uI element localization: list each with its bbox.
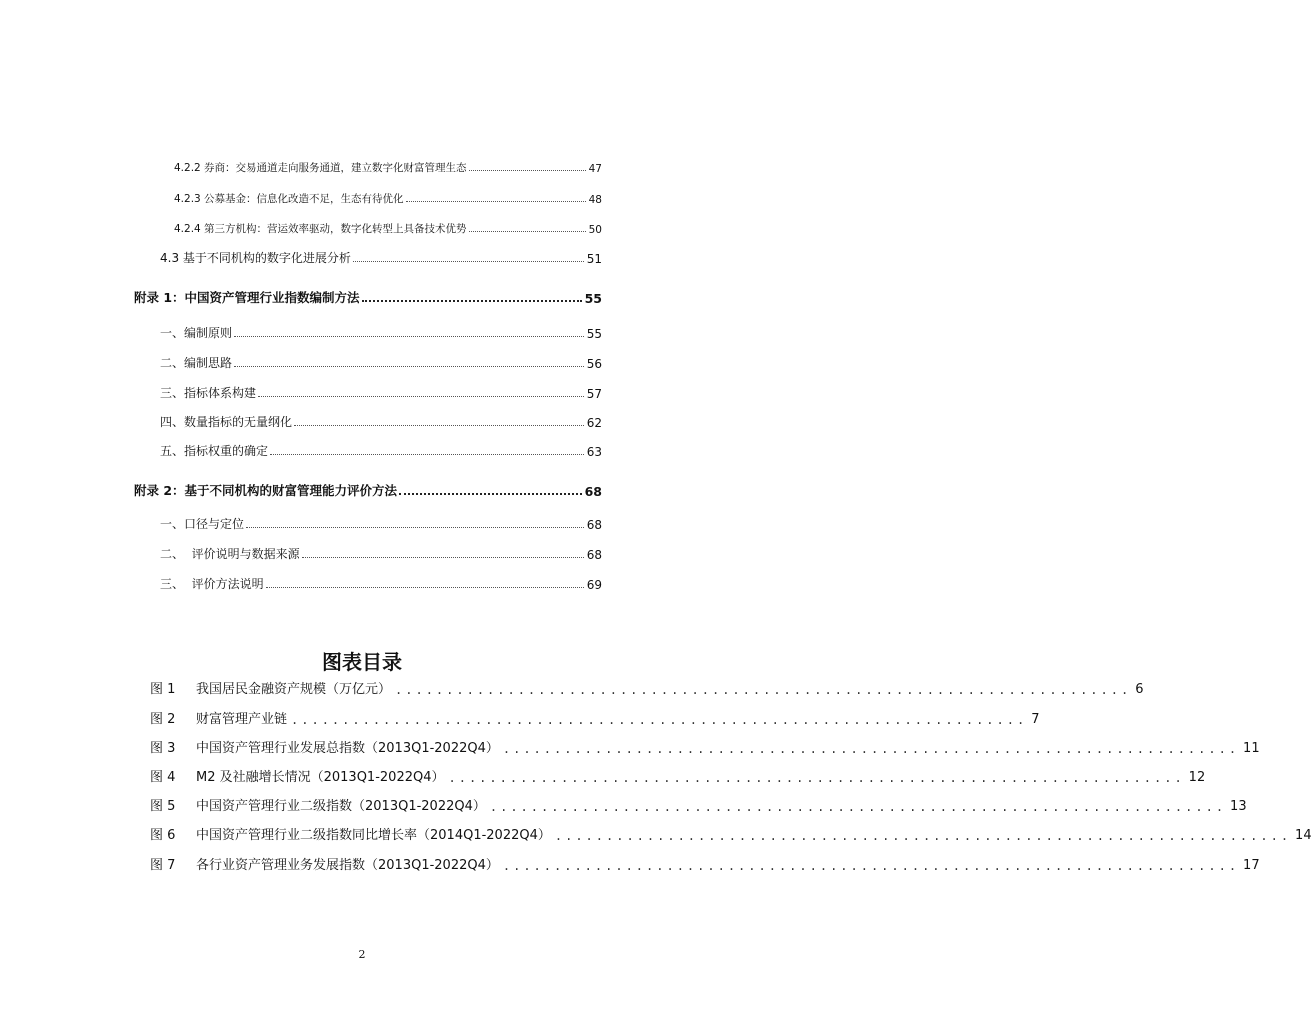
leader-dots: ........................................................................ <box>291 713 1028 727</box>
leader-dots <box>270 453 584 455</box>
figure-page: 6 <box>1135 682 1144 697</box>
toc-entry-label: 一、编制原则 <box>160 326 233 340</box>
figure-entry[interactable] <box>150 708 1040 727</box>
toc-entry-label: 三、 评价方法说明 <box>160 577 264 591</box>
toc-entry[interactable] <box>160 384 602 401</box>
leader-dots: ........................................................................ <box>502 742 1240 756</box>
figure-entry[interactable] <box>150 824 1312 843</box>
figure-page: 7 <box>1031 712 1040 727</box>
figure-page: 14 <box>1295 828 1312 843</box>
leader-dots: ........................................................................ <box>395 683 1132 697</box>
leader-dots: ........................................................................ <box>448 771 1185 785</box>
toc-entry-label: 一、口径与定位 <box>160 517 245 531</box>
toc-entry-page: 68 <box>586 518 602 532</box>
figure-number: 图 6 <box>150 828 176 843</box>
toc-entry[interactable] <box>174 221 602 236</box>
toc-appendix-entry[interactable] <box>134 288 602 306</box>
figure-entry[interactable] <box>150 795 1247 814</box>
toc-entry-label: 二、 评价说明与数据来源 <box>160 547 300 561</box>
leader-dots <box>294 424 584 426</box>
toc-entry[interactable] <box>174 160 602 175</box>
leader-dots <box>234 335 584 337</box>
toc-entry[interactable] <box>160 324 602 341</box>
toc-entry-label: 附录 1：中国资产管理行业指数编制方法 <box>134 290 360 305</box>
toc-entry-page: 55 <box>584 291 602 306</box>
toc-appendix-entry[interactable] <box>134 481 602 499</box>
figure-caption: 各行业资产管理业务发展指数（2013Q1-2022Q4） <box>196 858 499 873</box>
leader-dots <box>406 200 586 202</box>
toc-entry-page: 56 <box>586 357 602 371</box>
page-number: 2 <box>358 948 366 961</box>
figure-entry[interactable] <box>150 766 1206 785</box>
figure-caption: 财富管理产业链 <box>196 712 288 727</box>
figure-page: 13 <box>1230 799 1247 814</box>
figure-number: 图 1 <box>150 682 176 697</box>
toc-entry-page: 55 <box>586 327 602 341</box>
toc-entry-page: 48 <box>588 194 602 206</box>
toc-entry-label: 五、指标权重的确定 <box>160 444 269 458</box>
leader-dots <box>266 586 584 588</box>
toc-entry-page: 51 <box>586 252 602 266</box>
toc-entry-page: 69 <box>586 578 602 592</box>
figure-number: 图 2 <box>150 712 176 727</box>
toc-entry[interactable] <box>160 515 602 532</box>
figure-caption: 中国资产管理行业二级指数（2013Q1-2022Q4） <box>196 799 486 814</box>
toc-entry[interactable] <box>160 575 602 592</box>
figure-entry[interactable] <box>150 854 1260 873</box>
figure-caption: M2 及社融增长情况（2013Q1-2022Q4） <box>196 770 445 785</box>
figure-caption: 中国资产管理行业二级指数同比增长率（2014Q1-2022Q4） <box>196 828 551 843</box>
toc-entry-label: 4.2.4 第三方机构：营运效率驱动，数字化转型上具备技术优势 <box>174 223 467 235</box>
figure-number: 图 7 <box>150 858 176 873</box>
leader-dots <box>469 230 586 232</box>
leader-dots <box>302 556 584 558</box>
leader-dots <box>362 299 582 302</box>
toc-entry-page: 68 <box>584 484 602 499</box>
toc-entry-page: 63 <box>586 445 602 459</box>
figure-entry[interactable] <box>150 737 1260 756</box>
toc-entry-page: 57 <box>586 387 602 401</box>
leader-dots <box>399 492 582 495</box>
figure-list-title: 图表目录 <box>322 650 402 674</box>
toc-entry-page: 68 <box>586 548 602 562</box>
leader-dots: ........................................................................ <box>489 800 1227 814</box>
figure-page: 17 <box>1243 858 1260 873</box>
figure-number: 图 4 <box>150 770 176 785</box>
leader-dots <box>234 365 584 367</box>
leader-dots <box>246 526 584 528</box>
toc-entry[interactable] <box>160 354 602 371</box>
figure-number: 图 5 <box>150 799 176 814</box>
leader-dots <box>258 395 584 397</box>
toc-entry-page: 47 <box>588 163 602 175</box>
figure-entry[interactable] <box>150 678 1144 697</box>
toc-entry[interactable] <box>160 545 602 562</box>
leader-dots <box>469 169 586 171</box>
toc-entry[interactable] <box>160 249 602 266</box>
toc-entry[interactable] <box>174 191 602 206</box>
leader-dots: ........................................................................ <box>554 829 1292 843</box>
leader-dots: ........................................................................ <box>502 859 1240 873</box>
figure-page: 11 <box>1243 741 1260 756</box>
toc-entry-label: 4.2.3 公募基金：信息化改造不足，生态有待优化 <box>174 193 404 205</box>
figure-number: 图 3 <box>150 741 176 756</box>
toc-entry[interactable] <box>160 442 602 459</box>
toc-entry-page: 50 <box>588 224 602 236</box>
toc-entry-label: 四、数量指标的无量纲化 <box>160 415 293 429</box>
toc-entry-label: 4.3 基于不同机构的数字化进展分析 <box>160 251 351 265</box>
figure-page: 12 <box>1188 770 1206 785</box>
toc-entry-label: 4.2.2 券商：交易通道走向服务通道，建立数字化财富管理生态 <box>174 162 467 174</box>
toc-entry-label: 三、指标体系构建 <box>160 386 257 400</box>
toc-entry[interactable] <box>160 413 602 430</box>
toc-entry-page: 62 <box>586 416 602 430</box>
toc-entry-label: 附录 2：基于不同机构的财富管理能力评价方法 <box>134 483 398 498</box>
figure-caption: 中国资产管理行业发展总指数（2013Q1-2022Q4） <box>196 741 499 756</box>
toc-entry-label: 二、编制思路 <box>160 356 233 370</box>
figure-caption: 我国居民金融资产规模（万亿元） <box>196 682 392 697</box>
leader-dots <box>353 260 584 262</box>
